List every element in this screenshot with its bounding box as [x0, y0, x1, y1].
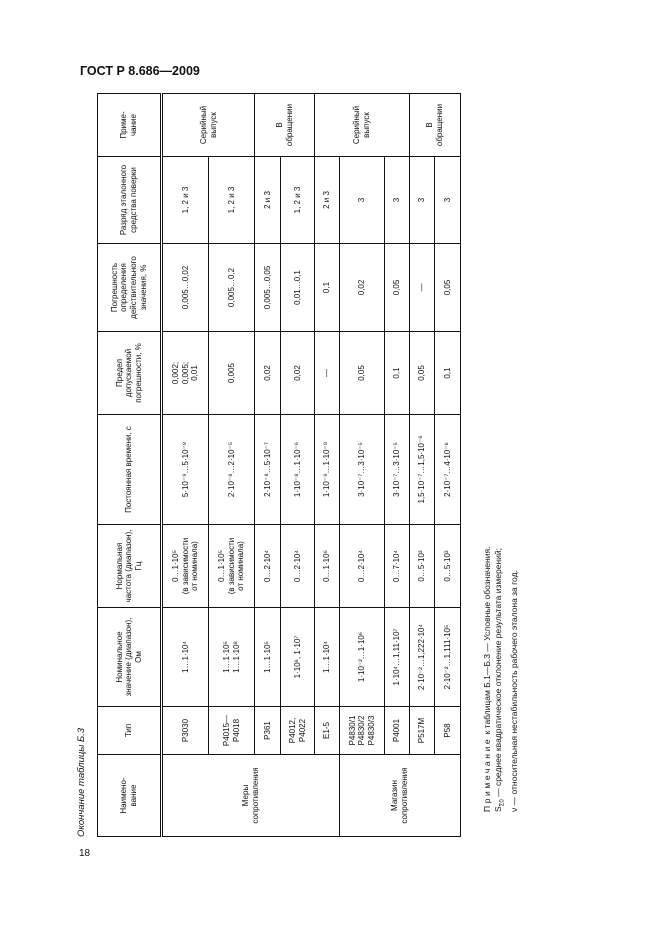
- document-title: ГОСТ Р 8.686—2009: [80, 64, 200, 78]
- cell-error: —: [410, 244, 435, 332]
- cell-error: 0,005…0,05: [255, 244, 281, 332]
- cell-freq: 0…1·10⁶: [315, 525, 340, 608]
- cell-nominal: 1…1·10⁵: [255, 608, 281, 707]
- cell-limit: 0,002; 0,005; 0,01: [162, 332, 209, 415]
- cell-freq: 0…7·10⁴: [385, 525, 410, 608]
- resistance-standards-table: [97, 93, 461, 837]
- header-error-limit: Предел допускаемой погрешности, %: [98, 332, 162, 415]
- cell-type: Р4830/1 Р4830/2 Р4830/3: [340, 707, 385, 755]
- cell-type: Р361: [255, 707, 281, 755]
- header-name: Наимено- вание: [98, 755, 162, 837]
- cell-grade: 1, 2 и 3: [162, 157, 209, 244]
- cell-type: Е1-5: [315, 707, 340, 755]
- cell-limit: 0,05: [410, 332, 435, 415]
- cell-grade: 3: [385, 157, 410, 244]
- cell-name: Меры сопротивления: [162, 755, 340, 837]
- note-text-1: к таблицам Б.1—Б.3 — Условные обозначения.: [482, 546, 492, 737]
- cell-tau: 1·10⁻⁹…1·10⁻⁸: [315, 415, 340, 525]
- cell-grade: 1, 2 и 3: [281, 157, 315, 244]
- note-line-1: [482, 547, 493, 812]
- cell-nominal: 1…1·10⁴: [315, 608, 340, 707]
- header-time-constant: Постоянная времени, с: [98, 415, 162, 525]
- page-number: 18: [79, 848, 91, 859]
- cell-tau: 3·10⁻⁷…3·10⁻⁵: [385, 415, 410, 525]
- s-symbol: S: [493, 806, 503, 812]
- cell-freq: 0…2·10⁴: [255, 525, 281, 608]
- cell-nominal: 1·10⁶, 1·10⁷: [281, 608, 315, 707]
- cell-grade: 2 и 3: [315, 157, 340, 244]
- cell-error: 0,1: [315, 244, 340, 332]
- cell-tau: 3·10⁻⁷…3·10⁻⁵: [340, 415, 385, 525]
- table-row: [385, 94, 410, 837]
- cell-type: Р4015— Р4018: [209, 707, 255, 755]
- cell-tau: 1,5·10⁻⁷…1,5·10⁻⁶: [410, 415, 435, 525]
- cell-limit: 0,005: [209, 332, 255, 415]
- table-notes: [482, 547, 520, 812]
- cell-freq: 0…1·10⁵ (в зависимости от номинала): [209, 525, 255, 608]
- cell-nominal: 1·10⁴…1,11·10⁷: [385, 608, 410, 707]
- cell-error: 0,005…0,02: [162, 244, 209, 332]
- cell-nominal: 2·10⁻²…1,222·10⁴: [410, 608, 435, 707]
- cell-type: Р3030: [162, 707, 209, 755]
- table-row: [410, 94, 435, 837]
- cell-grade: 2 и 3: [255, 157, 281, 244]
- cell-limit: —: [315, 332, 340, 415]
- cell-tau: 2·10⁻⁸…2·10⁻⁵: [209, 415, 255, 525]
- table-row: [315, 94, 340, 837]
- header-determination-error: Погрешность определения действительного значения, %: [98, 244, 162, 332]
- cell-nominal: 1…1·10⁴: [162, 608, 209, 707]
- cell-error: 0,05: [435, 244, 461, 332]
- s-subscript: Σ0: [499, 799, 506, 807]
- cell-tau: 2·10⁻⁷…4·10⁻⁶: [435, 415, 461, 525]
- note-label: Примечание: [482, 736, 492, 812]
- cell-nominal: 2·10⁻²…1,111·10⁵: [435, 608, 461, 707]
- cell-freq: 0…5·10³: [435, 525, 461, 608]
- cell-tau: 1·10⁻⁸…1·10⁻⁶: [281, 415, 315, 525]
- cell-error: 0,01…0,1: [281, 244, 315, 332]
- cell-nominal: 1…1·10⁵ 1…1·10⁸: [209, 608, 255, 707]
- cell-limit: 0,02: [281, 332, 315, 415]
- cell-type: Р4001: [385, 707, 410, 755]
- header-frequency: Нормальная частота (диапазон), Гц: [98, 525, 162, 608]
- cell-limit: 0,05: [340, 332, 385, 415]
- cell-type: Р4012, Р4022: [281, 707, 315, 755]
- table-row: [209, 94, 255, 837]
- note-line-3: ν — относительная нестабильность рабочего эталона за год.: [508, 570, 519, 812]
- cell-nominal: 1·10⁻²…1·10⁶: [340, 608, 385, 707]
- cell-freq: 0…1·10⁵ (в зависимости от номинала): [162, 525, 209, 608]
- header-verification-grade: Разряд эталонного средства поверки: [98, 157, 162, 244]
- cell-freq: 0…2·10⁴: [281, 525, 315, 608]
- table-header-row: [98, 94, 162, 837]
- cell-grade: 3: [410, 157, 435, 244]
- table-caption: Окончание таблицы Б.3: [76, 727, 87, 837]
- cell-limit: 0,1: [385, 332, 410, 415]
- cell-grade: 1, 2 и 3: [209, 157, 255, 244]
- table-row: [435, 94, 461, 837]
- cell-remark: Серийный выпуск: [315, 94, 410, 157]
- cell-remark: В обращении: [410, 94, 461, 157]
- cell-tau: 5·10⁻⁹…5·10⁻⁸: [162, 415, 209, 525]
- cell-type: Р517М: [410, 707, 435, 755]
- table-row: [255, 94, 281, 837]
- cell-freq: 0…5·10³: [410, 525, 435, 608]
- header-type: Тип: [98, 707, 162, 755]
- cell-type: Р58: [435, 707, 461, 755]
- table-container: [97, 94, 459, 837]
- note-line-2: [493, 547, 509, 812]
- cell-limit: 0,1: [435, 332, 461, 415]
- cell-tau: 2·10⁻⁸…5·10⁻⁷: [255, 415, 281, 525]
- header-nominal-value: Номинальное значение (диапазон), Ом: [98, 608, 162, 707]
- cell-error: 0,02: [340, 244, 385, 332]
- note-text-2: — среднее квадратическое отклонение результата измерений;: [493, 548, 503, 800]
- cell-limit: 0,02: [255, 332, 281, 415]
- table-row: [340, 94, 385, 837]
- cell-error: 0,05: [385, 244, 410, 332]
- cell-freq: 0…2·10⁴: [340, 525, 385, 608]
- table-row: [162, 94, 209, 837]
- cell-grade: 3: [435, 157, 461, 244]
- table-row: [281, 94, 315, 837]
- cell-grade: 3: [340, 157, 385, 244]
- cell-remark: Серийный выпуск: [162, 94, 255, 157]
- header-remark: Приме- чание: [98, 94, 162, 157]
- cell-remark: В обращении: [255, 94, 315, 157]
- cell-error: 0,005…0,2: [209, 244, 255, 332]
- cell-name: Магазин сопротивления: [340, 755, 461, 837]
